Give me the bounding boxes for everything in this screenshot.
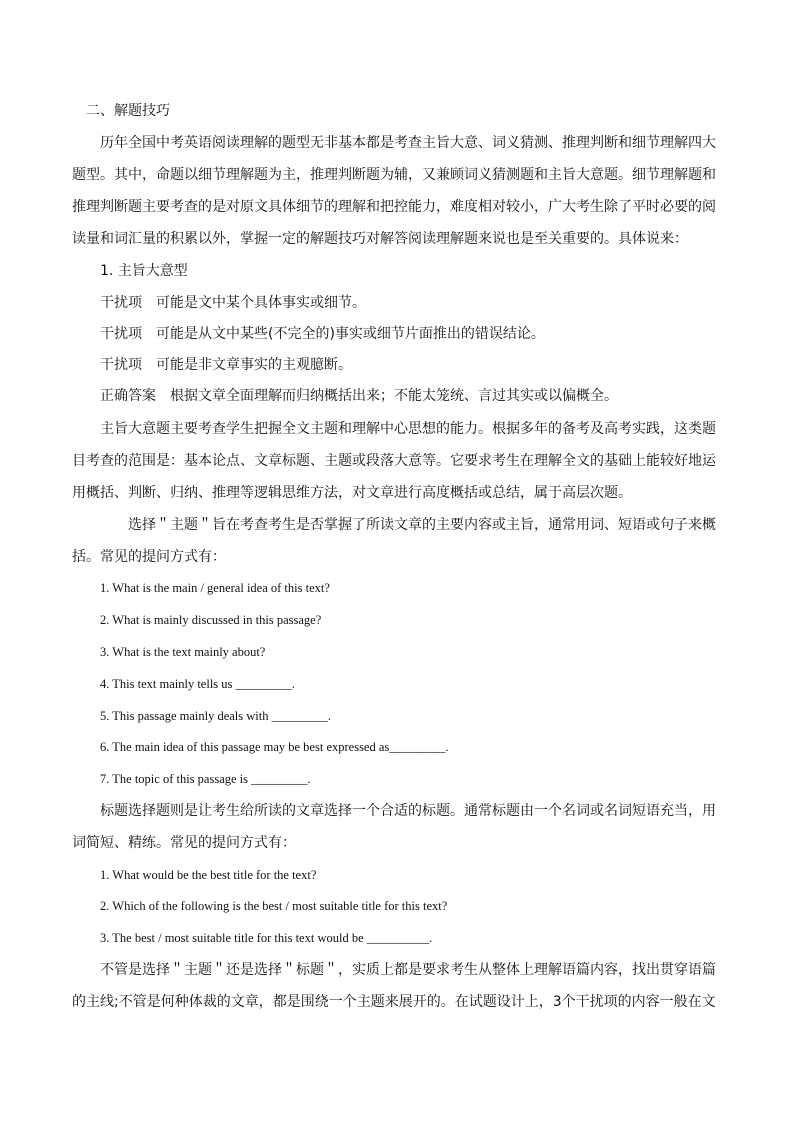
distractor-line-1: 干扰项 可能是文中某个具体事实或细节。 — [100, 295, 366, 311]
closing-line-2: 的主线;不管是何种体裁的文章，都是围绕一个主题来展开的。在试题设计上，3个干扰项的内容一般在文 — [72, 994, 716, 1010]
topic-question-4: 4. This text mainly tells us _________. — [100, 677, 295, 691]
correct-answer-line: 正确答案 根据文章全面理解而归纳概括出来；不能太笼统、言过其实或以偏概全。 — [100, 388, 618, 404]
distractor-line-3: 干扰项 可能是非文章事实的主观臆断。 — [100, 357, 352, 373]
section-title: 二、解题技巧 — [86, 103, 170, 119]
main-idea-line-1: 主旨大意题主要考查学生把握全文主题和理解中心思想的能力。根据多年的备考及高考实践，这类题 — [100, 421, 716, 437]
intro-line-3: 推理判断题主要考查的是对原文具体细节的理解和把控能力，难度相对较小，广大考生除了平时必要的阅 — [72, 199, 716, 215]
title-para-line-2: 词简短、精练。常见的提问方式有： — [72, 835, 296, 851]
topic-question-6: 6. The main idea of this passage may be best expressed as_________. — [100, 740, 449, 754]
topic-question-2: 2. What is mainly discussed in this passage? — [100, 613, 322, 627]
subsection-title: 1. 主旨大意型 — [100, 263, 188, 279]
title-question-1: 1. What would be the best title for the text? — [100, 868, 317, 882]
intro-line-4: 读量和词汇量的积累以外，掌握一定的解题技巧对解答阅读理解题来说也是至关重要的。具体说来： — [72, 231, 688, 247]
topic-question-1: 1. What is the main / general idea of this text? — [100, 581, 330, 595]
intro-line-1: 历年全国中考英语阅读理解的题型无非基本都是考查主旨大意、词义猜测、推理判断和细节理解四大 — [100, 135, 716, 151]
closing-line-1: 不管是选择＂主题＂还是选择＂标题＂，实质上都是要求考生从整体上理解语篇内容，找出贯穿语篇 — [100, 962, 716, 978]
topic-question-3: 3. What is the text mainly about? — [100, 645, 266, 659]
topic-para-line-1: 选择＂主题＂旨在考查考生是否掌握了所读文章的主要内容或主旨，通常用词、短语或句子来概 — [128, 517, 716, 533]
topic-para-line-2: 括。常见的提问方式有： — [72, 549, 226, 565]
title-para-line-1: 标题选择题则是让考生给所读的文章选择一个合适的标题。通常标题由一个名词或名词短语充当，用 — [100, 803, 716, 819]
main-idea-line-3: 用概括、判断、归纳、推理等逻辑思维方法，对文章进行高度概括或总结，属于高层次题。 — [72, 485, 632, 501]
title-question-2: 2. Which of the following is the best / most suitable title for this text? — [100, 899, 448, 913]
distractor-line-2: 干扰项 可能是从文中某些(不完全的)事实或细节片面推出的错误结论。 — [100, 326, 545, 342]
title-question-3: 3. The best / most suitable title for this text would be __________. — [100, 931, 433, 945]
topic-question-7: 7. The topic of this passage is _________. — [100, 772, 311, 786]
intro-line-2: 题型。其中，命题以细节理解题为主，推理判断题为辅，又兼顾词义猜测题和主旨大意题。细节理解题和 — [72, 167, 716, 183]
main-idea-line-2: 目考查的范围是：基本论点、文章标题、主题或段落大意等。它要求考生在理解全文的基础上能较好地运 — [72, 453, 716, 469]
topic-question-5: 5. This passage mainly deals with _________. — [100, 709, 331, 723]
